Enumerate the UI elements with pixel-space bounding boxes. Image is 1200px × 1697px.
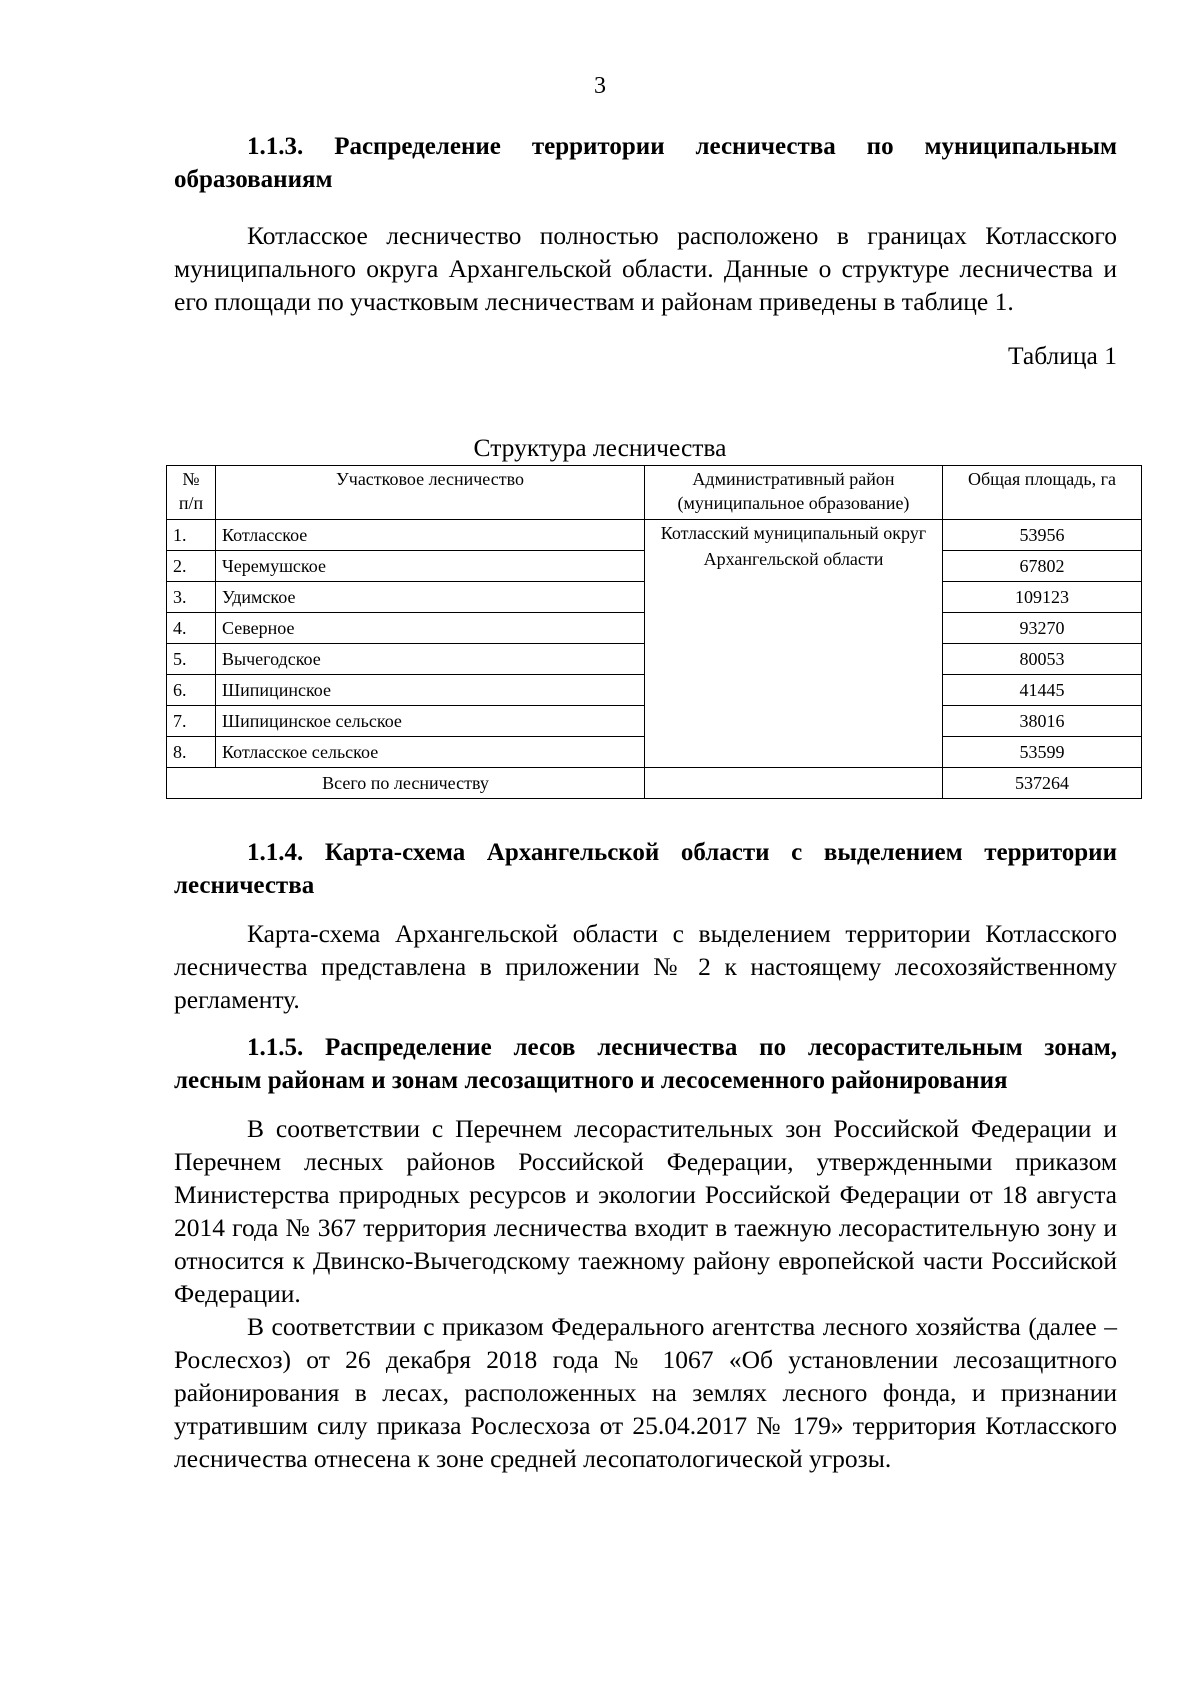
total-label: Всего по лесничеству	[167, 768, 645, 799]
row-forestry-name: Котласское сельское	[216, 737, 645, 768]
row-forestry-name: Шипицинское	[216, 675, 645, 706]
row-forestry-name: Северное	[216, 613, 645, 644]
row-num: 5.	[167, 644, 216, 675]
row-forestry-name: Котласское	[216, 520, 645, 551]
section-paragraph-1-1-4: Карта-схема Архангельской области с выделением территории Котласского лесничества представлена в приложении № 2 к настоящему лесохозяйственному регламенту.	[174, 919, 1117, 1014]
header-forestry: Участковое лесничество	[216, 466, 645, 520]
row-num: 2.	[167, 551, 216, 582]
total-district-empty	[645, 768, 943, 799]
row-forestry-name: Черемушское	[216, 551, 645, 582]
section-paragraph-1-1-3: Котласское лесничество полностью расположено в границах Котласского муниципального округа Архангельской области. Данные о структуре лесничества и его площади по участковым лесничествам и районам приведены в таблице 1.	[174, 221, 1117, 316]
row-area: 53956	[943, 520, 1142, 551]
forestry-structure-table	[166, 465, 1142, 799]
district-cell: Котласский муниципальный округ Архангельской области	[645, 520, 943, 768]
total-area: 537264	[943, 768, 1142, 799]
row-area: 67802	[943, 551, 1142, 582]
row-area: 93270	[943, 613, 1142, 644]
table-row	[167, 520, 1142, 551]
row-num: 6.	[167, 675, 216, 706]
row-num: 3.	[167, 582, 216, 613]
section-paragraph-1-1-5-a: В соответствии с Перечнем лесорастительных зон Российской Федерации и Перечнем лесных районов Российской Федерации, утвержденными приказом Министерства природных ресурсов и экологии Российской Федерации от 18 августа 2014 года № 367 территория лесничества входит в таежную лесорастительную зону и относится к Двинско-Вычегодскому таежному району европейской части Российской Федерации.	[174, 1114, 1117, 1308]
row-area: 109123	[943, 582, 1142, 613]
header-num: № п/п	[167, 466, 216, 520]
row-forestry-name: Удимское	[216, 582, 645, 613]
row-num: 7.	[167, 706, 216, 737]
row-area: 80053	[943, 644, 1142, 675]
row-forestry-name: Шипицинское сельское	[216, 706, 645, 737]
page-number: 3	[594, 73, 606, 99]
table-header-row	[167, 466, 1142, 520]
row-num: 4.	[167, 613, 216, 644]
content-top	[174, 130, 1117, 371]
table-caption: Структура лесничества	[473, 433, 727, 462]
row-area: 41445	[943, 675, 1142, 706]
content-bottom	[174, 836, 1117, 1475]
row-num: 1.	[167, 520, 216, 551]
section-heading-1-1-3: 1.1.3. Распределение территории лесничества по муниципальным образованиям	[174, 133, 1117, 193]
row-area: 38016	[943, 706, 1142, 737]
row-forestry-name: Вычегодское	[216, 644, 645, 675]
section-heading-1-1-5: 1.1.5. Распределение лесов лесничества по лесорастительным зонам, лесным районам и зонам лесозащитного и лесосеменного районирования	[174, 1034, 1117, 1094]
section-paragraph-1-1-5-b: В соответствии с приказом Федерального агентства лесного хозяйства (далее – Рослесхоз) от 26 декабря 2018 года № 1067 «Об установлении лесозащитного районирования в лесах, расположенных на землях лесного фонда, и признании утратившим силу приказа Рослесхоза от 25.04.2017 № 179» территория Котласского лесничества отнесена к зоне средней лесопатологической угрозы.	[174, 1312, 1117, 1473]
table-total-row	[167, 768, 1142, 799]
table-label: Таблица 1	[1007, 341, 1117, 370]
header-district: Административный район (муниципальное образование)	[645, 466, 943, 520]
header-area: Общая площадь, га	[943, 466, 1142, 520]
row-num: 8.	[167, 737, 216, 768]
row-area: 53599	[943, 737, 1142, 768]
section-heading-1-1-4: 1.1.4. Карта-схема Архангельской области с выделением территории лесничества	[174, 839, 1117, 899]
